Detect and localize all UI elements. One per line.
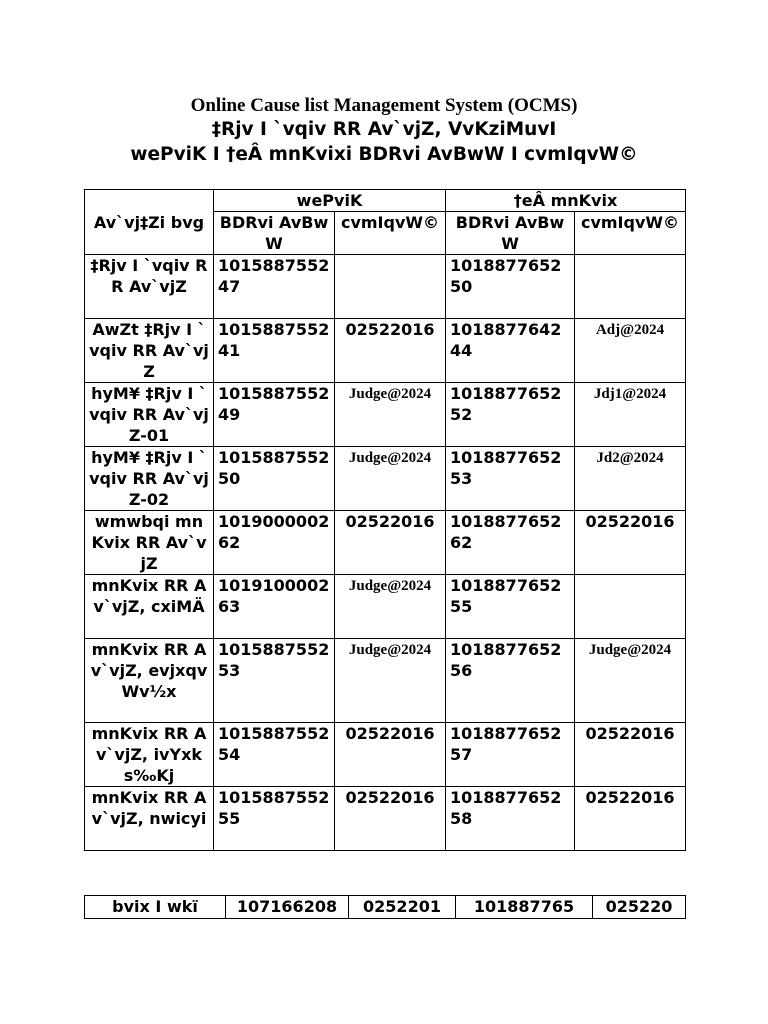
- judge-password-cell: 02522016: [335, 723, 446, 787]
- bench-password-cell: Jd2@2024: [575, 447, 686, 511]
- judge-password-cell: [335, 255, 446, 319]
- judge-user-id-cell: 101910000263: [214, 575, 335, 639]
- court-name-cell: mnKvix RR Av`vjZ, ivYxks‰Kj: [85, 723, 214, 787]
- bench-user-id-cell: 101887765257: [446, 723, 575, 787]
- header-judge: wePviK: [214, 190, 446, 212]
- bench-user-id-cell: 101887765256: [446, 639, 575, 723]
- table-row: [85, 639, 686, 723]
- judge-user-id-cell: 101588755241: [214, 319, 335, 383]
- bench-user-id-cell: 101887765250: [446, 255, 575, 319]
- table-row: [85, 575, 686, 639]
- bench-password-cell: [575, 575, 686, 639]
- header-judge-user-id: BDRvi AvBwW: [214, 212, 335, 255]
- table-header-row: [85, 190, 686, 212]
- table-row: [85, 447, 686, 511]
- table-row: [85, 255, 686, 319]
- court-name-cell: mnKvix RR Av`vjZ, nwicyi: [85, 787, 214, 851]
- judge-user-id-cell: 101588755250: [214, 447, 335, 511]
- system-title: Online Cause list Management System (OCMS): [190, 95, 578, 116]
- court-name-cell: ‡Rjv I `vqiv RR Av`vjZ: [85, 255, 214, 319]
- bench-user-id-cell: 101887764244: [446, 319, 575, 383]
- table-title: wePviK I †eÂ mnKvixi BDRvi AvBwW I cvmIqvW©: [130, 144, 638, 165]
- bench-password-cell: [575, 255, 686, 319]
- summary-bench-id: 101887765: [456, 896, 593, 919]
- document-header: [0, 95, 768, 167]
- bench-password-cell: Jdj1@2024: [575, 383, 686, 447]
- bench-password-cell: 02522016: [575, 723, 686, 787]
- header-bench-user-id: BDRvi AvBwW: [446, 212, 575, 255]
- court-name-cell: wmwbqi mnKvix RR Av`vjZ: [85, 511, 214, 575]
- court-name-cell: AwZt ‡Rjv I `vqiv RR Av`vjZ: [85, 319, 214, 383]
- summary-judge-id: 107166208: [226, 896, 349, 919]
- header-bench-assistant: †eÂ mnKvix: [446, 190, 686, 212]
- bench-password-cell: Adj@2024: [575, 319, 686, 383]
- judge-password-cell: 02522016: [335, 787, 446, 851]
- table-row: [85, 723, 686, 787]
- header-judge-password: cvmIqvW©: [335, 212, 446, 255]
- judge-password-cell: Judge@2024: [335, 447, 446, 511]
- table-body: [85, 255, 686, 851]
- judge-password-cell: Judge@2024: [335, 639, 446, 723]
- bench-password-cell: Judge@2024: [575, 639, 686, 723]
- summary-table: [84, 895, 686, 919]
- court-name-cell: mnKvix RR Av`vjZ, cxiMÄ: [85, 575, 214, 639]
- court-name-cell: hyM¥ ‡Rjv I `vqiv RR Av`vjZ-02: [85, 447, 214, 511]
- summary-judge-password: 0252201: [349, 896, 456, 919]
- court-title: ‡Rjv I `vqiv RR Av`vjZ, VvKziMuvI: [211, 119, 557, 140]
- judge-user-id-cell: 101900000262: [214, 511, 335, 575]
- judge-user-id-cell: 101588755254: [214, 723, 335, 787]
- bench-user-id-cell: 101887765252: [446, 383, 575, 447]
- table-row: [85, 383, 686, 447]
- header-bench-password: cvmIqvW©: [575, 212, 686, 255]
- bench-user-id-cell: 101887765255: [446, 575, 575, 639]
- table-row: [85, 787, 686, 851]
- bench-password-cell: 02522016: [575, 511, 686, 575]
- judge-user-id-cell: 101588755255: [214, 787, 335, 851]
- judge-password-cell: Judge@2024: [335, 575, 446, 639]
- credentials-table: [84, 189, 686, 851]
- judge-user-id-cell: 101588755247: [214, 255, 335, 319]
- header-court-name: Av`vj‡Zi bvg: [85, 190, 214, 255]
- bench-user-id-cell: 101887765253: [446, 447, 575, 511]
- judge-password-cell: Judge@2024: [335, 383, 446, 447]
- table-row: [85, 511, 686, 575]
- summary-row: [85, 896, 686, 919]
- bench-password-cell: 02522016: [575, 787, 686, 851]
- bench-user-id-cell: 101887765262: [446, 511, 575, 575]
- judge-password-cell: 02522016: [335, 511, 446, 575]
- judge-user-id-cell: 101588755253: [214, 639, 335, 723]
- summary-label: bvix I wkï: [85, 896, 226, 919]
- table-row: [85, 319, 686, 383]
- judge-password-cell: 02522016: [335, 319, 446, 383]
- court-name-cell: mnKvix RR Av`vjZ, evjxqvWv½x: [85, 639, 214, 723]
- judge-user-id-cell: 101588755249: [214, 383, 335, 447]
- bench-user-id-cell: 101887765258: [446, 787, 575, 851]
- court-name-cell: hyM¥ ‡Rjv I `vqiv RR Av`vjZ-01: [85, 383, 214, 447]
- summary-bench-password: 025220: [593, 896, 686, 919]
